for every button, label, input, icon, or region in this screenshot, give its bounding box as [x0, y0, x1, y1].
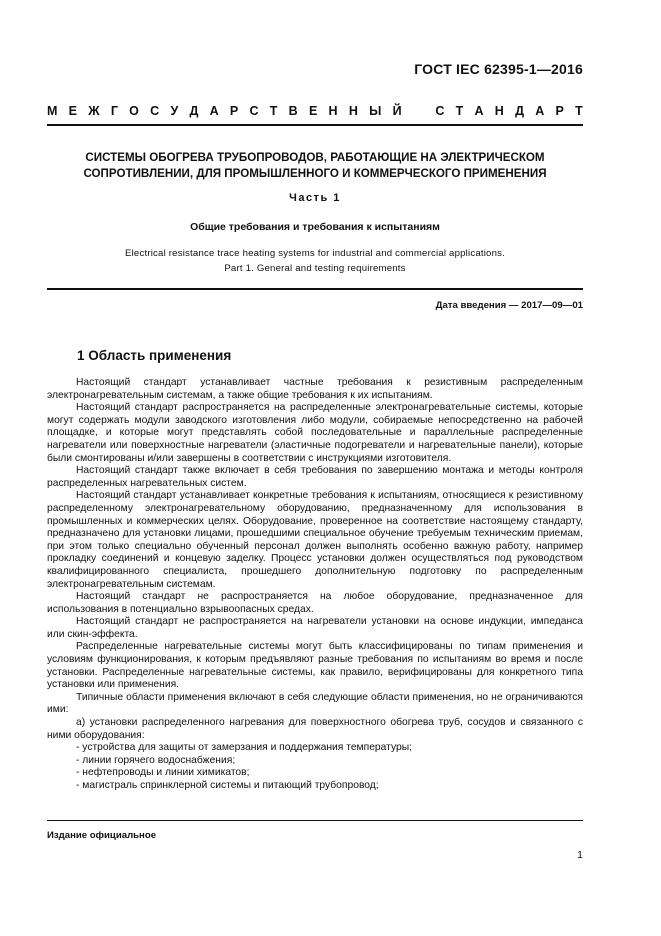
dash-item: - устройства для защиты от замерзания и поддержания температуры; [76, 742, 413, 754]
footer-rule [47, 820, 583, 821]
heading-letter: С [249, 104, 259, 118]
heading-letter: Ж [88, 104, 100, 118]
paragraph: Настоящий стандарт также включает в себя требования по завершению монтажа и методы контроля распределенных нагревательных систем. [47, 465, 583, 489]
title-line-1: СИСТЕМЫ ОБОГРЕВА ТРУБОПРОВОДОВ, РАБОТАЮЩИЕ НА ЭЛЕКТРИЧЕСКОМ [85, 151, 545, 164]
dash-item: - нефтепроводы и линии химикатов; [76, 767, 250, 779]
page-number: 1 [577, 849, 583, 861]
english-title-line-1: Electrical resistance trace heating systems for industrial and commercial applications. [125, 248, 505, 259]
heading-letter: Н [348, 104, 358, 118]
heading-letter: У [170, 104, 179, 118]
paragraph: Типичные области применения включают в себя следующие области применения, но не ограничиваются ими: [47, 691, 583, 716]
dash-item: - линии горячего водоснабжения; [76, 754, 236, 766]
paragraph: Настоящий стандарт устанавливает частные требования к резистивным распределенным электронагревательным системам, а также общие требования к их испытаниям. [47, 377, 583, 401]
heading-letter: А [209, 104, 219, 118]
effective-date: Дата введения — 2017—09—01 [435, 300, 583, 311]
heading-letter: В [288, 104, 298, 118]
heading-letter: С [435, 104, 445, 118]
heading-letter: Т [455, 104, 464, 118]
section-heading: 1 Область применения [77, 348, 232, 363]
paragraph: Настоящий стандарт устанавливает конкретные требования к испытаниям, относящиеся к резистивному распределенному электронагревательному оборудованию, предназначенному для использования в промышленных и коммерческих целях. Оборудование, проверенное на соответствие настоящему стандарту, предназначено для установки лицами, прошедшими специальное обучение требуемым техническим приемам, при этом только специально обученный персонал должен выполнять особенно важную работу, например прокладку соединений и концевую заделку. Процесс установки должен осуществляться под руководством квалифицированного специалиста, прошедшего дополнительную подготовку по распределенным электронагревательным системам. [47, 490, 583, 590]
heading-letter: Ы [369, 104, 382, 118]
list-item-a: а) установки распределенного нагревания для поверхностного обогрева труб, сосудов и связанного с ними оборудования: [47, 717, 583, 741]
paragraph: Настоящий стандарт распространяется на распределенные электронагревательные системы, которые могут содержать модули заводского изготовления либо модули, собираемые непосредственно на рабочей площадке, и которые могут представлять собой последовательные и параллельные распределенные нагреватели или поверхностные нагреватели (эластичные подогреватели и нагревательные панели), которые были смонтированы и/или завершены в соответствии с инструкциями изготовителя. [47, 402, 583, 464]
heading-letter: О [129, 104, 139, 118]
heading-letter: Н [328, 104, 338, 118]
section-body [47, 377, 583, 793]
english-title-line-2: Part 1. General and testing requirements [224, 262, 406, 274]
interstate-standard-heading [47, 104, 583, 118]
heading-letter: М [47, 104, 58, 118]
heading-letter: Е [308, 104, 318, 118]
heading-letter: Д [515, 104, 524, 118]
heading-letter: Г [110, 104, 118, 118]
paragraph: Настоящий стандарт не распространяется на нагреватели установки на основе индукции, импеданса или скин-эффекта. [47, 616, 583, 640]
title-rule [47, 288, 583, 290]
paragraph: Настоящий стандарт не распространяется на любое оборудование, предназначенное для использования в потенциально взрывоопасных средах. [47, 591, 583, 615]
official-edition-label: Издание официальное [47, 830, 157, 841]
paragraph: Распределенные нагревательные системы могут быть классифицированы по типам применения и условиям функционирования, к которым предъявляют разные требования по испытаниям во время и после установки. Распределенные нагревательные системы, как правило, верифицированы для конкретного типа установки или применения. [47, 641, 583, 691]
part-subtitle: Общие требования и требования к испытаниям [190, 221, 440, 233]
heading-letter: А [474, 104, 484, 118]
dash-item: - магистраль спринклерной системы и питающий трубопровод; [76, 780, 379, 791]
standard-code: ГОСТ IEC 62395-1—2016 [414, 61, 583, 77]
english-title [47, 247, 583, 276]
title-line-2: СОПРОТИВЛЕНИИ, ДЛЯ ПРОМЫШЛЕННОГО И КОММЕРЧЕСКОГО ПРИМЕНЕНИЯ [83, 167, 547, 180]
heading-letter: С [150, 104, 160, 118]
standard-title [47, 150, 583, 182]
heading-letter: Е [68, 104, 78, 118]
header-rule [47, 124, 583, 126]
heading-letter: А [535, 104, 545, 118]
heading-letter: Т [269, 104, 278, 118]
heading-letter: Р [229, 104, 239, 118]
heading-letter: Т [575, 104, 583, 118]
part-label: Часть 1 [289, 192, 341, 204]
heading-letter: Д [189, 104, 199, 118]
heading-letter: Й [392, 104, 402, 118]
heading-letter: Р [555, 104, 564, 118]
heading-letter: Н [494, 104, 504, 118]
